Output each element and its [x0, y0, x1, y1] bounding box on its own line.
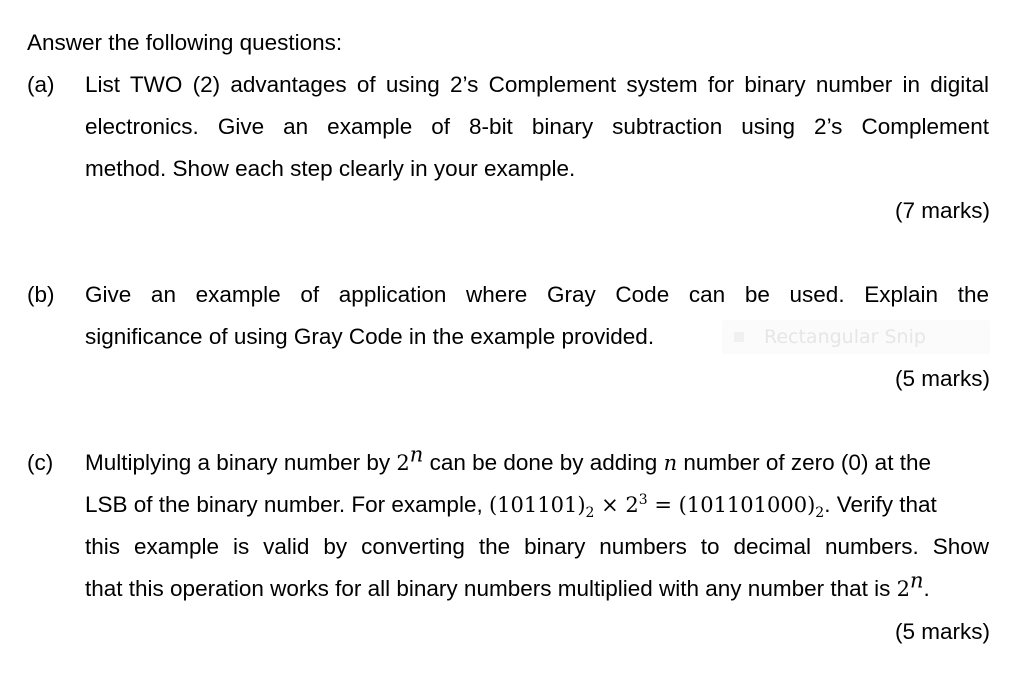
question-c-line-1-start: Multiplying a binary number by 2$^n$ can be done by adding n number of zero (0) at the [85, 442, 931, 475]
question-a-label: (a) [27, 72, 55, 97]
question-b-label: (b) [27, 282, 55, 307]
question-b-line-1: Give an example of application where Gray Code can be used. Explain the [85, 282, 989, 307]
question-c-label: (c) [27, 450, 54, 475]
snip-label: Rectangular Snip [764, 326, 926, 348]
question-a-text [85, 71, 989, 197]
question-b-line-2: significance of using Gray Code in the example provided. [85, 324, 655, 349]
question-a-line-2: electronics. Give an example of 8-bit binary subtraction using 2’s Complement [85, 114, 989, 139]
question-c-line-4: that this operation works for all binary numbers multiplied with any number that is 2$^n$. [85, 568, 930, 601]
question-a-line-3: method. Show each step clearly in your example. [85, 156, 576, 181]
question-c-line-1 [85, 442, 989, 491]
math-exponent-n-2: n [910, 568, 924, 593]
rectangular-snip-overlay [722, 320, 990, 354]
snip-icon [734, 332, 744, 342]
math-n: n [663, 451, 678, 475]
question-c-text [85, 442, 989, 617]
question-c-marks: (5 marks) [895, 619, 990, 644]
question-b-marks: (5 marks) [895, 366, 990, 391]
question-a-marks: (7 marks) [895, 198, 990, 223]
instructions-heading: Answer the following questions: [27, 30, 343, 55]
math-exponent-n: n [409, 442, 424, 467]
question-c-line-2: LSB of the binary number. For example, $(101101)_2 \times 2^3 = (101101000)_2$. Verify that [85, 492, 937, 522]
question-a-line-1: List TWO (2) advantages of using 2’s Complement system for binary number in digital [85, 72, 989, 97]
math-two: 2 [396, 451, 410, 475]
question-c-line-3: this example is valid by converting the binary numbers to decimal numbers. Show [85, 534, 989, 559]
math-two-power: 2 [896, 577, 911, 601]
math-expression: $(101101)_2 \times 2^3 = (101101000)_2$ [488, 492, 825, 522]
